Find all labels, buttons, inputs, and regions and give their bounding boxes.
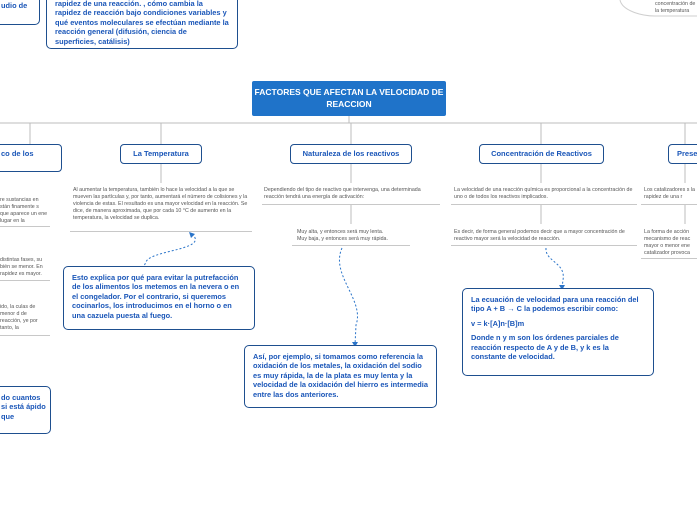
- note-left-3: ido, la culas de menor d de reacción, ye por tanto, la: [0, 304, 38, 331]
- note-right-2: La forma de acción mecanismo de reac mayor o menor ene catalizador provoca: [644, 229, 691, 256]
- central-topic[interactable]: FACTORES QUE AFECTAN LA VELOCIDAD DE REACCION: [252, 81, 446, 116]
- branch-naturaleza[interactable]: Naturaleza de los reactivos: [290, 144, 412, 164]
- note-top-right: concentración de la temperatura: [655, 1, 696, 14]
- note-naturaleza-sub-2: Muy baja, y entonces será muy rápida.: [297, 236, 388, 242]
- branch-left-partial-label: co de los: [1, 149, 34, 158]
- branch-right-partial[interactable]: [668, 144, 697, 164]
- branch-concentracion[interactable]: Concentración de Reactivos: [479, 144, 604, 164]
- note-right-2-underline: [641, 258, 697, 259]
- callout-top-left-text: udio de: [1, 1, 28, 10]
- note-naturaleza-underline: [262, 204, 440, 205]
- note-concentracion-2-underline: [451, 245, 637, 246]
- note-temperatura: Al aumentar la temperatura, también lo hace la velocidad a la que se mueven las partículas y, por tanto, aumentará el número de colisiones y la violencia de estas. El resultado es una mayor velocidad en la reacción. Se dice, de manera aproximada, que por cada 10 °C de aumento en la temperatura, la velocidad se duplica.: [73, 187, 248, 221]
- branch-left-partial[interactable]: [0, 144, 62, 172]
- callout-concentracion-line-1: La ecuación de velocidad para una reacción del tipo A + B → C la podemos escribir como:: [471, 295, 639, 314]
- callout-top-left-partial[interactable]: [0, 0, 40, 25]
- note-naturaleza-sub-underline: [292, 245, 410, 246]
- callout-concentracion-line-3: Donde n y m son los órdenes parciales de reacción respecto de A y de B, y k es la constante de velocidad.: [471, 333, 619, 362]
- callout-left-partial-text: do cuantos si está ápido que: [1, 393, 46, 421]
- callout-naturaleza[interactable]: Así, por ejemplo, si tomamos como referencia la oxidación de los metales, la oxidación del sodio es muy rápida, la de la plata es muy lenta y la velocidad de la oxidación del hierro es intermedia entre las dos anteriores.: [244, 345, 437, 408]
- note-naturaleza: Dependiendo del tipo de reactivo que intervenga, una determinada reacción tendrá una energía de activación:: [264, 187, 421, 200]
- note-concentracion-2: Es decir, de forma general podemos decir que a mayor concentración de reactivo mayor será la velocidad de reacción.: [454, 229, 625, 242]
- note-left-2: distintas fases, su bién se menor. En rapidez es mayor.: [0, 257, 43, 277]
- callout-left-partial[interactable]: [0, 386, 51, 434]
- callout-top-center[interactable]: [46, 0, 238, 49]
- note-right-1: Los catalizadores s la rapidez de una r: [644, 187, 695, 200]
- note-temperatura-underline: [70, 231, 252, 232]
- callout-concentracion-line-2: v = k·[A]n·[B]m: [471, 318, 525, 328]
- note-left-2-underline: [0, 280, 50, 281]
- note-left-1-underline: [0, 226, 50, 227]
- callout-temperatura[interactable]: Esto explica por qué para evitar la putrefacción de los alimentos los metemos en la nevera o en el congelador. Por el contrario, si queremos cocinarlos, los introducimos en el horno o en una cazuela puesta al fuego.: [63, 266, 255, 330]
- note-naturaleza-sub-1: Muy alta, y entonces será muy lenta.: [297, 229, 384, 235]
- note-concentracion-1-underline: [451, 204, 637, 205]
- callout-top-center-text: rapidez de una reacción. , cómo cambia la rapidez de reacción bajo condiciones variables y qué eventos moleculares se efectúan mediante la reacción general (difusión, ciencia de superficies, catálisis): [55, 0, 229, 46]
- note-right-1-underline: [641, 204, 697, 205]
- note-left-1: re sustancias en stán finamente s que aparece un ene lugar en la: [0, 197, 48, 224]
- note-concentracion-1: La velocidad de una reacción química es proporcional a la concentración de uno o de todos los reactivos implicados.: [454, 187, 633, 200]
- branch-right-partial-label: Prese: [677, 149, 697, 158]
- callout-concentracion[interactable]: [462, 288, 654, 376]
- branch-temperatura[interactable]: La Temperatura: [120, 144, 202, 164]
- note-left-3-underline: [0, 335, 50, 336]
